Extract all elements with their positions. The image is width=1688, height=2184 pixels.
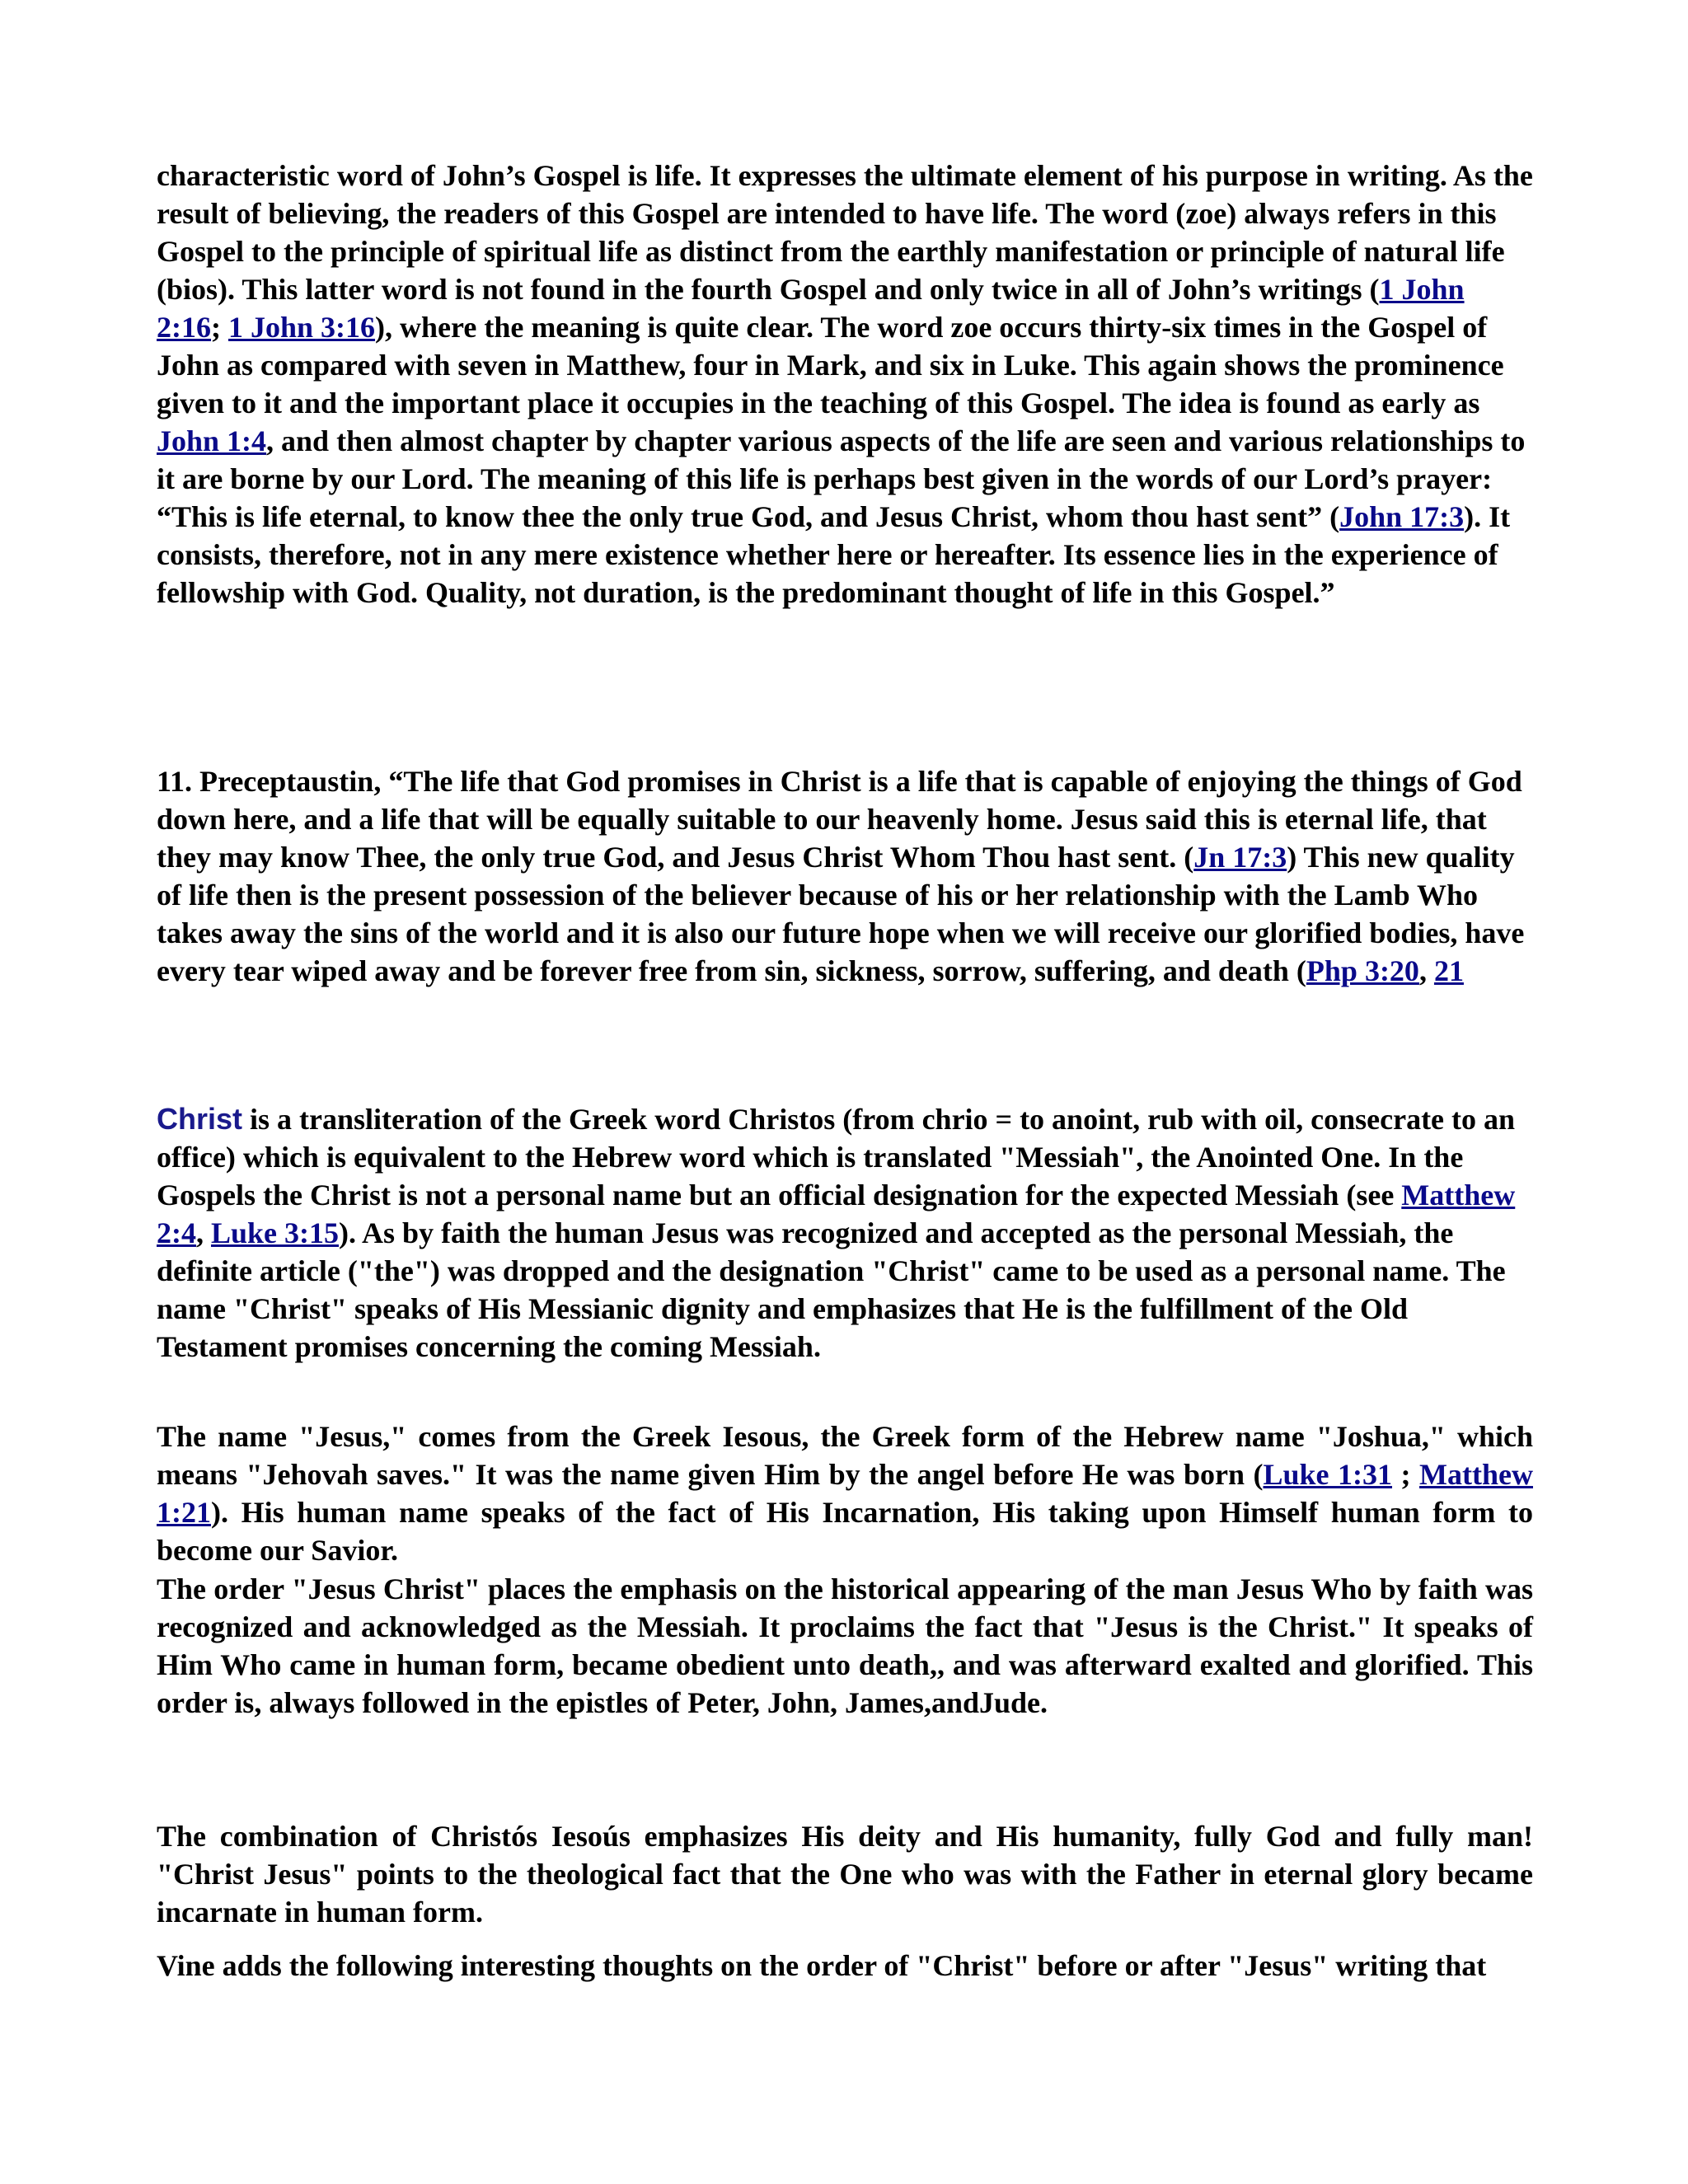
paragraph-text: ). His human name speaks of the fact of His Incarnation, His taking upon Himself human form to become our Savior. — [157, 1496, 1533, 1567]
scripture-link-php-3-21[interactable]: 21 — [1433, 954, 1464, 987]
paragraph-preceptaustin — [157, 762, 1533, 990]
paragraph-text: ). As by faith the human Jesus was recognized and accepted as the personal Messiah, the definite article ("the") was dropped and the designation "Christ" came to be used as a personal name. The name "Christ" speaks of His Messianic dignity and emphasizes that He is the fulfillment of the Old Testament promises concerning the coming Messiah. — [157, 1216, 1506, 1363]
scripture-link-1-john-2-16[interactable]: 1 John 2:16 — [157, 273, 1465, 344]
paragraph-text: , — [196, 1216, 211, 1249]
scripture-link-php-3-20[interactable]: Php 3:20 — [1306, 954, 1419, 987]
scripture-link-matthew-1-21[interactable]: Matthew 1:21 — [157, 1458, 1533, 1529]
paragraph-zoe-life — [157, 157, 1533, 612]
paragraph-text: ). It consists, therefore, not in any mere existence whether here or hereafter. Its essence lies in the experience of fellowship with God. Quality, not duration, is the predominant thought of life in this Gospel.” — [157, 500, 1511, 609]
paragraph-text: ; — [211, 311, 228, 344]
scripture-link-john-1-4[interactable]: John 1:4 — [157, 424, 267, 457]
scripture-link-jn-17-3[interactable]: Jn 17:3 — [1193, 841, 1287, 874]
paragraph-text: , and then almost chapter by chapter various aspects of the life are seen and various relationships to it are borne by our Lord. The meaning of this life is perhaps best given in the words of our Lord’s prayer: “This is life eternal, to know thee the only true God, and Jesus Christ, whom thou hast sent” ( — [157, 424, 1526, 533]
scripture-link-luke-1-31[interactable]: Luke 1:31 — [1263, 1458, 1393, 1491]
paragraph-text: ), where the meaning is quite clear. The word zoe occurs thirty-six times in the Gospel of John as compared with seven in Matthew, four in Mark, and six in Luke. This again shows the prominence given to it and the important place it occupies in the teaching of this Gospel. The idea is found as early as — [157, 311, 1504, 419]
scripture-link-luke-3-15[interactable]: Luke 3:15 — [211, 1216, 340, 1249]
paragraph-text: Vine adds the following interesting thoughts on the order of "Christ" before or after "Jesus" writing that — [157, 1949, 1487, 1982]
scripture-link-john-17-3[interactable]: John 17:3 — [1339, 500, 1465, 533]
paragraph-text: The order "Jesus Christ" places the emphasis on the historical appearing of the man Jesus Who by faith was recognized and acknowledged as the Messiah. It proclaims the fact that "Jesus is the Christ." It speaks of Him Who came in human form, became obedient unto death,, and was afterward exalted and glorified. This order is, always followed in the epistles of Peter, John, James,andJude. — [157, 1572, 1533, 1719]
paragraph-text: 11. Preceptaustin, “The life that God promises in Christ is a life that is capable of enjoying the things of God down here, and a life that will be equally suitable to our heavenly home. Jesus said this is eternal life, that they may know Thee, the only true God, and Jesus Christ Whom Thou hast sent. ( — [157, 765, 1522, 874]
paragraph-text: The name "Jesus," comes from the Greek Iesous, the Greek form of the Hebrew name "Joshua," which means "Jehovah saves." It was the name given Him by the angel before He was born ( — [157, 1420, 1533, 1491]
paragraph-christos-iesous — [157, 1817, 1533, 1931]
scripture-link-1-john-3-16[interactable]: 1 John 3:16 — [228, 311, 376, 344]
scripture-link-matthew-2-4[interactable]: Matthew 2:4 — [157, 1179, 1516, 1249]
paragraph-vine-intro — [157, 1947, 1533, 1985]
paragraph-order-jesus-christ — [157, 1570, 1533, 1722]
paragraph-text: , — [1418, 954, 1434, 987]
paragraph-christ-definition — [157, 1100, 1533, 1366]
paragraph-name-jesus — [157, 1418, 1533, 1569]
paragraph-text: characteristic word of John’s Gospel is life. It expresses the ultimate element of his purpose in writing. As the result of believing, the readers of this Gospel are intended to have life. The word (zoe) always refers in this Gospel to the principle of spiritual life as distinct from the earthly manifestation or principle of natural life (bios). This latter word is not found in the fourth Gospel and only twice in all of John’s writings ( — [157, 159, 1533, 306]
lead-word-christ: Christ — [157, 1102, 243, 1136]
paragraph-text: ) This new quality of life then is the present possession of the believer because of his or her relationship with the Lamb Who takes away the sins of the world and it is also our future hope when we will receive our glorified bodies, have every tear wiped away and be forever free from sin, sickness, sorrow, suffering, and death ( — [157, 841, 1525, 987]
paragraph-text: The combination of Christós Iesoús emphasizes His deity and His humanity, fully God and fully man! "Christ Jesus" points to the theological fact that the One who was with the Father in eternal glory became incarnate in human form. — [157, 1820, 1533, 1929]
paragraph-text: ; — [1392, 1458, 1420, 1491]
paragraph-text: is a transliteration of the Greek word Christos (from chrio = to anoint, rub with oil, consecrate to an office) which is equivalent to the Hebrew word which is translated "Messiah", the Anointed One. In the Gospels the Christ is not a personal name but an official designation for the expected Messiah (see — [157, 1103, 1516, 1212]
